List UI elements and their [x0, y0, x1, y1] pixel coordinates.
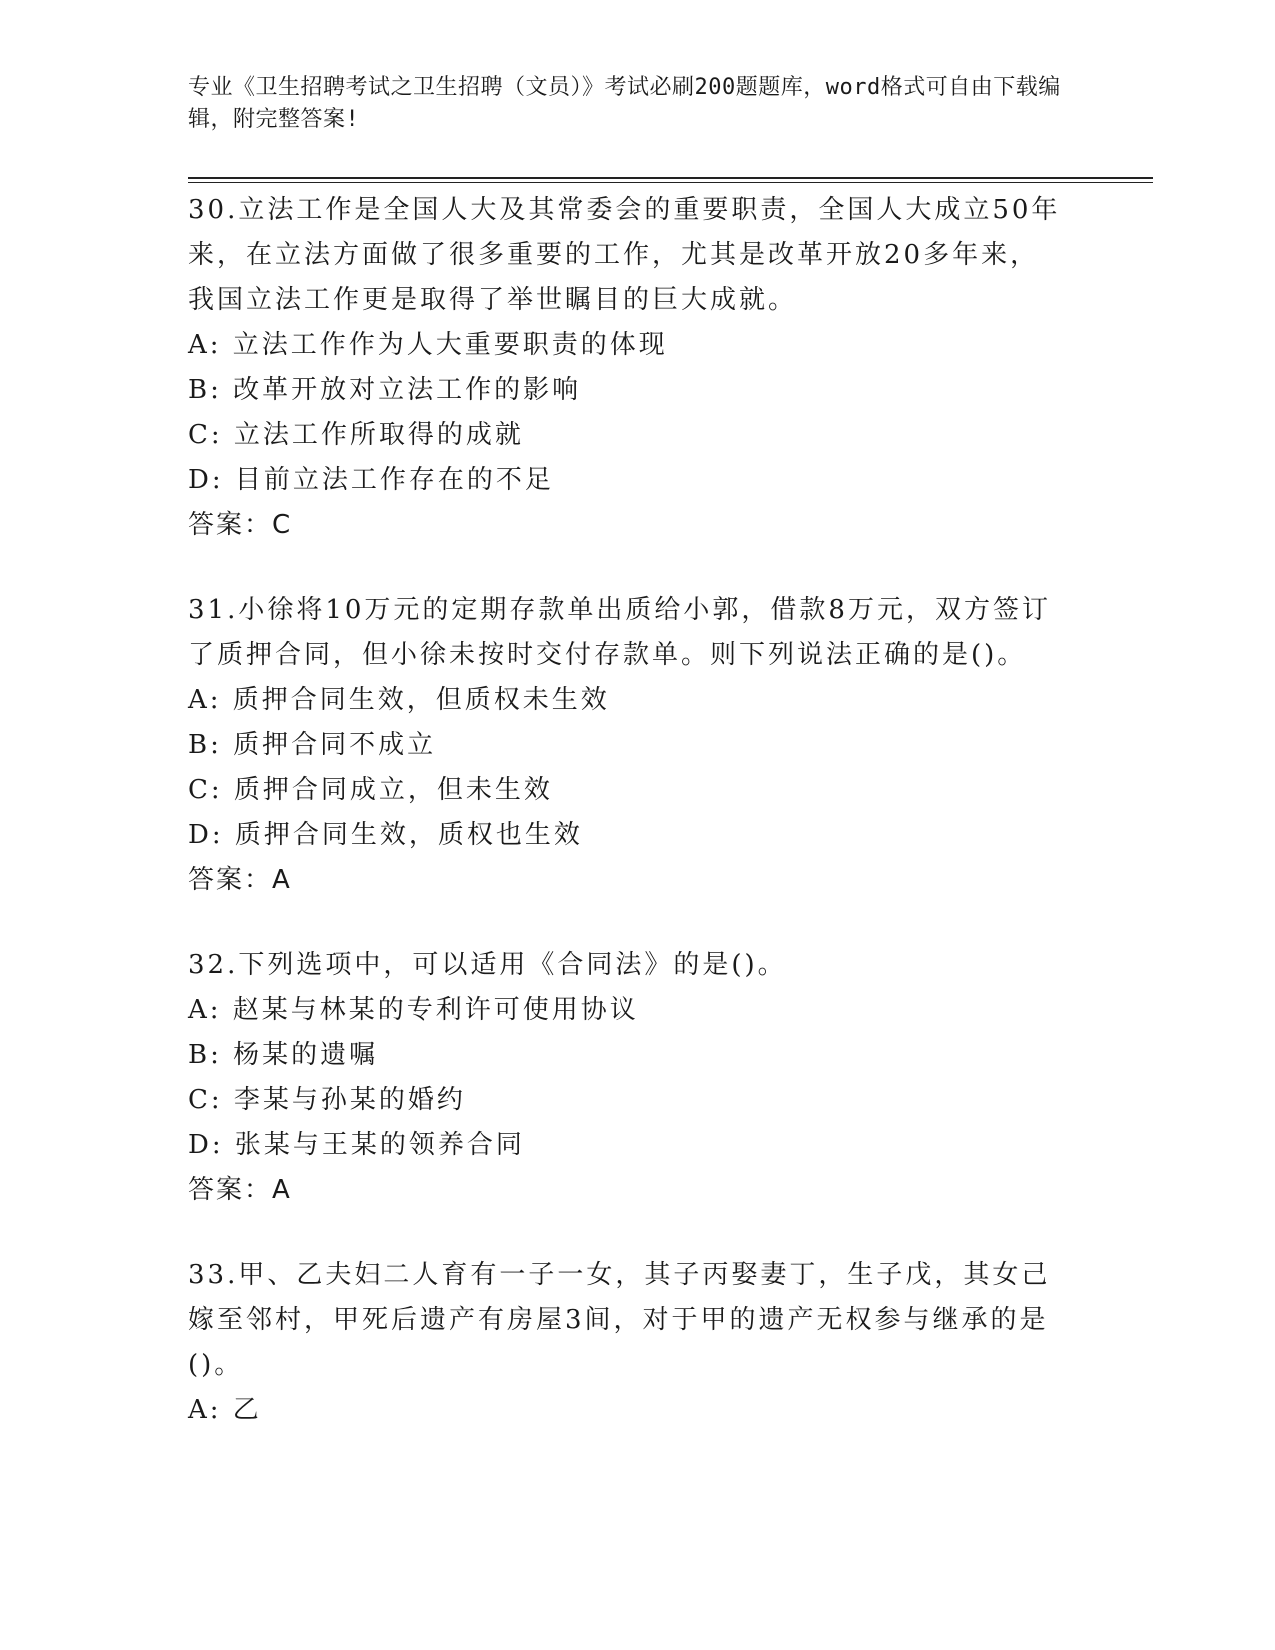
header-divider-thin [188, 182, 1153, 183]
option-a: A: 赵某与林某的专利许可使用协议 [188, 995, 639, 1025]
option-b: B: 杨某的遗嘱 [188, 1040, 379, 1070]
question-stem: 31.小徐将10万元的定期存款单出质给小郭，借款8万元，双方签订了质押合同，但小徐未按时交付存款单。则下列说法正确的是()。 [188, 595, 1051, 670]
question-stem: 30.立法工作是全国人大及其常委会的重要职责，全国人大成立50年来，在立法方面做了很多重要的工作，尤其是改革开放20多年来，我国立法工作更是取得了举世瞩目的巨大成就。 [188, 195, 1061, 315]
option-c: C: 李某与孙某的婚约 [188, 1085, 466, 1115]
option-b: B: 改革开放对立法工作的影响 [188, 375, 582, 405]
question-33 [188, 1253, 1068, 1433]
question-32 [188, 943, 1068, 1213]
option-d: D: 张某与王某的领养合同 [188, 1130, 525, 1160]
answer-line: 答案：C [188, 510, 293, 540]
option-d: D: 质押合同生效，质权也生效 [188, 820, 583, 850]
answer-line: 答案：A [188, 865, 292, 895]
question-stem: 33.甲、乙夫妇二人育有一子一女，其子丙娶妻丁，生子戊，其女己嫁至邻村，甲死后遗产有房屋3间，对于甲的遗产无权参与继承的是()。 [188, 1260, 1051, 1380]
option-a: A: 乙 [188, 1395, 262, 1425]
question-30 [188, 188, 1068, 548]
document-header: 专业《卫生招聘考试之卫生招聘（文员）》考试必刷200题题库，word格式可自由下载编辑，附完整答案! [188, 75, 1061, 132]
option-b: B: 质押合同不成立 [188, 730, 437, 760]
option-a: A: 质押合同生效，但质权未生效 [188, 685, 610, 715]
option-c: C: 立法工作所取得的成就 [188, 420, 524, 450]
option-a: A: 立法工作作为人大重要职责的体现 [188, 330, 668, 360]
question-stem: 32.下列选项中，可以适用《合同法》的是()。 [188, 950, 787, 980]
header-divider-thick [188, 177, 1153, 179]
option-d: D: 目前立法工作存在的不足 [188, 465, 554, 495]
question-31 [188, 588, 1068, 903]
answer-line: 答案：A [188, 1175, 292, 1205]
question-list [188, 188, 1068, 1473]
option-c: C: 质押合同成立，但未生效 [188, 775, 553, 805]
